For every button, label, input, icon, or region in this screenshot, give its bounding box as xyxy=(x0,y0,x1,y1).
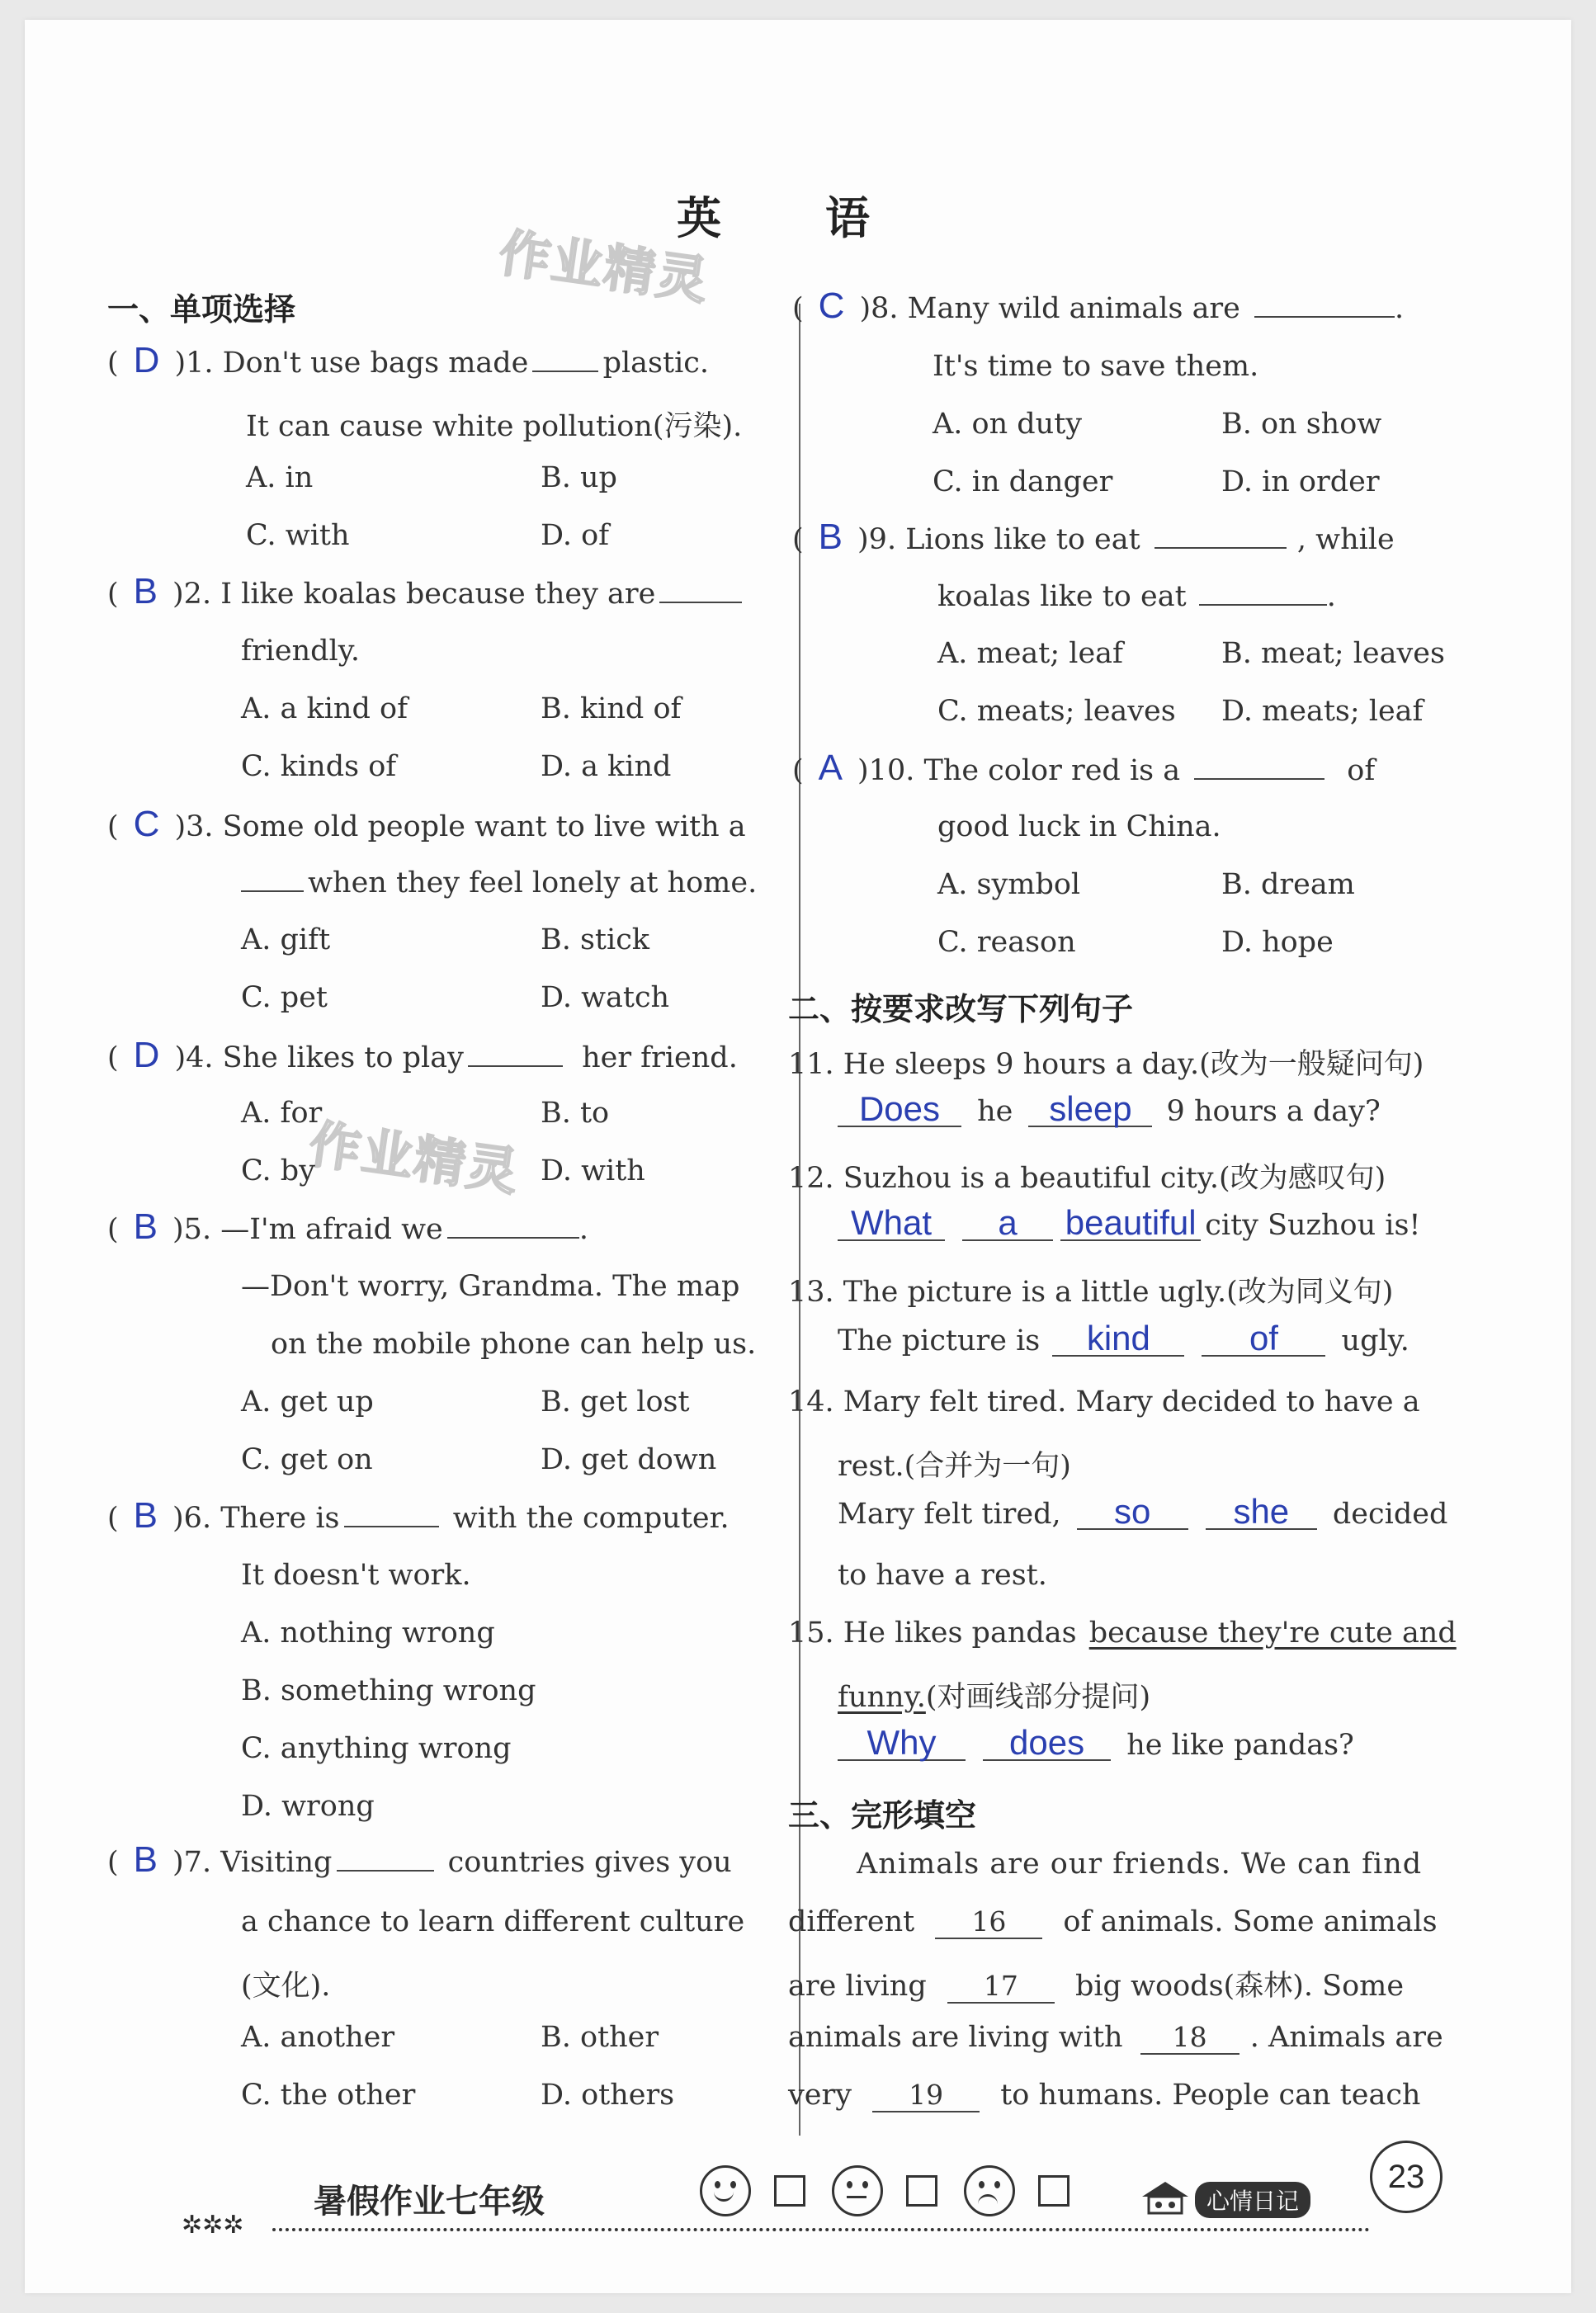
option-b: B. kind of xyxy=(541,692,682,725)
question-7-line3: (文化). xyxy=(241,1970,331,2003)
option-c: C. anything wrong xyxy=(241,1732,512,1765)
checkbox-neutral[interactable] xyxy=(906,2175,937,2207)
fill-blank: does xyxy=(983,1726,1111,1761)
watermark-top: 作业精灵 xyxy=(495,222,714,312)
underlined-phrase: funny. xyxy=(838,1681,926,1714)
worksheet-page xyxy=(25,20,1571,2293)
fill-blank: beautiful xyxy=(1060,1206,1201,1241)
question-1-line2: It can cause white pollution(污染). xyxy=(246,410,743,443)
option-a: A. another xyxy=(241,2021,395,2054)
cloze-line-2: different 16 of animals. Some animals xyxy=(788,1905,1438,1938)
cloze-blank: 16 xyxy=(935,1905,1042,1939)
option-c: C. pet xyxy=(241,981,328,1014)
answer: D xyxy=(133,340,160,380)
question-7-line2: a chance to learn different culture xyxy=(241,1905,745,1938)
happy-face-icon xyxy=(700,2165,751,2216)
question-11-answer: Does he sleep 9 hours a day? xyxy=(838,1093,1381,1128)
option-a: A. on duty xyxy=(933,408,1083,441)
footer-decoration: ✲✲✲ xyxy=(182,2211,244,2240)
answer: B xyxy=(133,571,158,611)
option-d: D. others xyxy=(541,2079,675,2112)
fill-blank: she xyxy=(1206,1495,1317,1530)
question-14-line4: to have a rest. xyxy=(838,1559,1047,1592)
cloze-blank: 19 xyxy=(872,2079,980,2112)
option-b: B. something wrong xyxy=(241,1674,536,1707)
answer: C xyxy=(818,286,845,326)
question-15-answer: Why does he like pandas? xyxy=(838,1726,1354,1762)
question-6-line2: It doesn't work. xyxy=(241,1559,471,1592)
cloze-blank: 18 xyxy=(1140,2021,1239,2055)
option-d: D. hope xyxy=(1221,926,1334,959)
option-c: C. meats; leaves xyxy=(937,695,1176,728)
section-title-3: 三、完形填空 xyxy=(788,1797,977,1834)
question-2-line2: friendly. xyxy=(241,635,360,668)
option-c: C. get on xyxy=(241,1443,373,1476)
house-icon xyxy=(1139,2178,1192,2215)
option-c: C. with xyxy=(246,519,350,552)
question-12: 12. Suzhou is a beautiful city.(改为感叹句) xyxy=(788,1162,1386,1195)
option-c: C. in danger xyxy=(933,465,1113,498)
cloze-line-1: Animals are our friends. We can find xyxy=(857,1848,1423,1881)
page-title: 英 语 xyxy=(677,191,875,244)
question-8-line2: It's time to save them. xyxy=(933,350,1259,383)
option-b: B. up xyxy=(541,461,617,494)
option-a: A. a kind of xyxy=(241,692,408,725)
option-d: D. a kind xyxy=(541,750,672,783)
answer: B xyxy=(133,1206,158,1247)
question-11: 11. He sleeps 9 hours a day.(改为一般疑问句) xyxy=(788,1048,1424,1081)
question-14-line2: rest.(合并为一句) xyxy=(838,1450,1071,1483)
option-c: C. the other xyxy=(241,2079,416,2112)
answer: A xyxy=(818,748,843,788)
cloze-line-3: are living 17 big woods(森林). Some xyxy=(788,1970,1405,2003)
answer: B xyxy=(133,1839,158,1880)
option-a: A. for xyxy=(241,1097,323,1130)
question-5-line2: —Don't worry, Grandma. The map xyxy=(241,1270,740,1303)
question-2: ( B )2. I like koalas because they are xyxy=(107,571,742,612)
option-d: D. get down xyxy=(541,1443,717,1476)
question-10: ( A )10. The color red is a of xyxy=(792,748,1376,788)
question-10-line2: good luck in China. xyxy=(937,810,1221,843)
section-title-2: 二、按要求改写下列句子 xyxy=(788,991,1134,1027)
question-5: ( B )5. —I'm afraid we . xyxy=(107,1206,588,1247)
neutral-face-icon xyxy=(832,2165,883,2216)
option-c: C. kinds of xyxy=(241,750,397,783)
option-a: A. in xyxy=(246,461,314,494)
option-b: B. other xyxy=(541,2021,659,2054)
question-4: ( D )4. She likes to play her friend. xyxy=(107,1035,738,1075)
checkbox-sad[interactable] xyxy=(1038,2175,1070,2207)
question-14: 14. Mary felt tired. Mary decided to have a xyxy=(788,1385,1420,1418)
question-3-line2: when they feel lonely at home. xyxy=(241,866,757,899)
watermark-mid: 作业精灵 xyxy=(305,1113,524,1203)
underlined-phrase: because they're cute and xyxy=(1088,1617,1457,1650)
question-9: ( B )9. Lions like to eat , while xyxy=(792,517,1395,557)
question-7: ( B )7. Visiting countries gives you xyxy=(107,1839,732,1880)
question-15-line2: funny.(对画线部分提问) xyxy=(838,1681,1151,1714)
question-13-answer: The picture is kind of ugly. xyxy=(838,1319,1409,1357)
answer: B xyxy=(133,1495,158,1536)
question-5-line3: on the mobile phone can help us. xyxy=(271,1328,757,1361)
option-b: B. get lost xyxy=(541,1385,690,1418)
fill-blank: a xyxy=(962,1206,1053,1241)
mood-diary-label: 心情日记 xyxy=(1195,2182,1310,2218)
question-12-answer: What a beautiful city Suzhou is! xyxy=(838,1206,1421,1242)
option-b: B. dream xyxy=(1221,868,1355,901)
fill-blank: sleep xyxy=(1028,1093,1152,1127)
fill-blank: of xyxy=(1202,1322,1325,1357)
option-a: A. nothing wrong xyxy=(241,1617,495,1650)
option-d: D. watch xyxy=(541,981,670,1014)
checkbox-happy[interactable] xyxy=(774,2175,805,2207)
question-14-answer: Mary felt tired, so she decided xyxy=(838,1492,1448,1531)
question-15: 15. He likes pandas because they're cute and xyxy=(788,1617,1457,1650)
option-d: D. in order xyxy=(1221,465,1380,498)
cloze-blank: 17 xyxy=(947,1970,1055,2004)
fill-blank: Why xyxy=(838,1726,966,1761)
option-d: D. wrong xyxy=(241,1790,375,1823)
question-1: ( D )1. Don't use bags made plastic. xyxy=(107,340,709,380)
page-number: 23 xyxy=(1370,2141,1443,2213)
question-9-line2: koalas like to eat . xyxy=(937,580,1336,613)
option-d: D. of xyxy=(541,519,610,552)
fill-blank: kind xyxy=(1052,1322,1184,1357)
fill-blank: so xyxy=(1077,1495,1188,1530)
option-a: A. symbol xyxy=(937,868,1081,901)
option-d: D. meats; leaf xyxy=(1221,695,1424,728)
option-b: B. stick xyxy=(541,923,650,956)
option-a: A. gift xyxy=(241,923,331,956)
option-b: B. on show xyxy=(1221,408,1382,441)
option-c: C. reason xyxy=(937,926,1076,959)
answer: B xyxy=(818,517,843,557)
option-b: B. to xyxy=(541,1097,610,1130)
footer-dotted-line xyxy=(272,2228,1370,2231)
fill-blank: Does xyxy=(838,1093,961,1127)
option-d: D. with xyxy=(541,1154,645,1187)
cloze-line-5: very 19 to humans. People can teach xyxy=(788,2079,1421,2112)
question-13: 13. The picture is a little ugly.(改为同义句) xyxy=(788,1276,1394,1309)
section-title-1: 一、单项选择 xyxy=(107,291,296,328)
option-a: A. meat; leaf xyxy=(937,637,1124,670)
answer: D xyxy=(133,1035,160,1075)
cloze-line-4: animals are living with 18 . Animals are xyxy=(788,2021,1443,2054)
option-b: B. meat; leaves xyxy=(1221,637,1445,670)
question-8: ( C )8. Many wild animals are . xyxy=(792,286,1405,326)
footer-book-title: 暑假作业七年级 xyxy=(314,2183,545,2221)
answer: C xyxy=(133,804,160,844)
column-divider xyxy=(799,304,800,2136)
question-6: ( B )6. There is with the computer. xyxy=(107,1495,730,1536)
fill-blank: What xyxy=(838,1206,945,1241)
option-c: C. by xyxy=(241,1154,315,1187)
question-3: ( C )3. Some old people want to live with a xyxy=(107,804,746,844)
option-a: A. get up xyxy=(241,1385,374,1418)
sad-face-icon xyxy=(964,2165,1015,2216)
